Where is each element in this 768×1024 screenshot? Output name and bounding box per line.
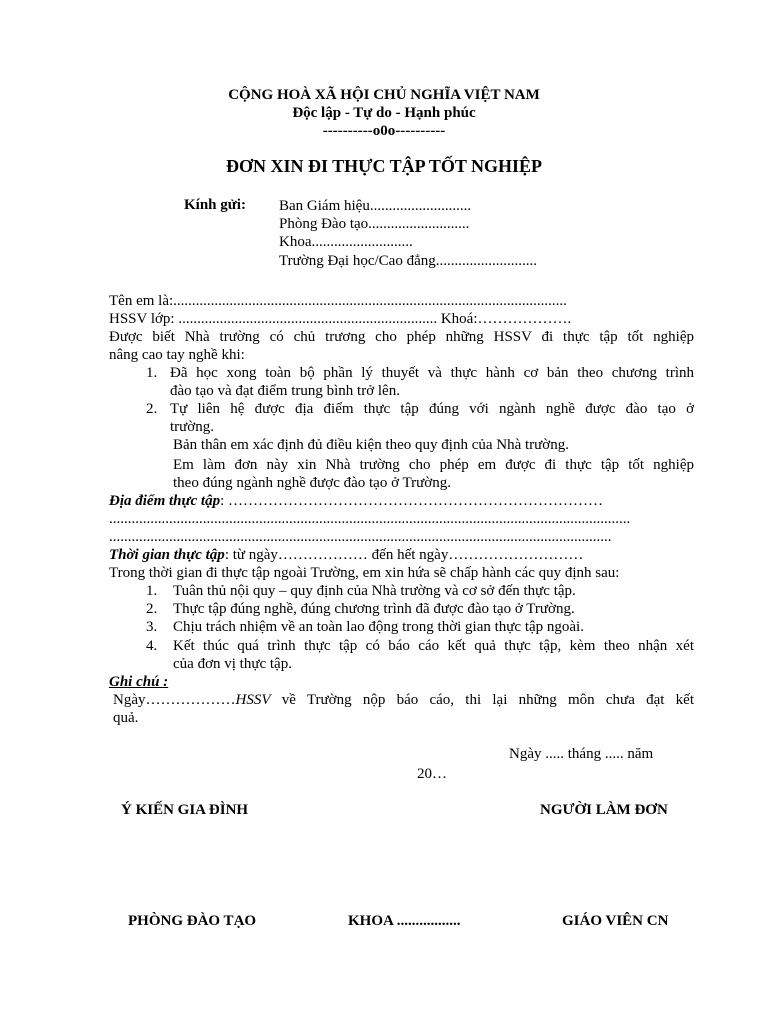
dotted-line: ...................................................................................................................................... [109,529,612,545]
date-year: 20… [417,766,447,782]
applicant-heading: NGƯỜI LÀM ĐƠN [540,802,668,818]
note-text: về Trường nộp báo cáo, thi lại những môn chưa đạt kết [270,692,694,708]
rule-item: Chịu trách nhiệm về an toàn lao động trong thời gian thực tập ngoài. [173,619,584,635]
place-label: Địa điểm thực tập [109,493,221,509]
intro-line: Được biết Nhà trường có chủ trương cho phép những HSSV đi thực tập tốt nghiệp [109,329,694,345]
request-line: theo đúng ngành nghề được đào tạo ở Trường. [173,475,451,491]
list-number: 2. [146,401,158,417]
condition-item: trường. [170,419,214,435]
list-number: 1. [146,583,158,599]
dotted-line: ........................................................................................................................................... [109,511,631,527]
list-number: 3. [146,619,158,635]
rule-item: Tuân thủ nội quy – quy định của Nhà trường và cơ sở đến thực tập. [173,583,576,599]
nation-heading: CỘNG HOÀ XÃ HỘI CHỦ NGHĨA VIỆT NAM [228,87,540,103]
recipient-item: Phòng Đào tạo........................... [279,216,470,232]
form-title: ĐƠN XIN ĐI THỰC TẬP TỐT NGHIỆP [225,156,543,176]
time-label: Thời gian thực tập [109,547,225,563]
intro-line: nâng cao tay nghề khi: [109,347,245,363]
note-line: quả. [113,710,139,726]
rule-item: của đơn vị thực tập. [173,656,292,672]
motto: Độc lập - Tự do - Hạnh phúc [292,105,476,121]
recipient-label: Kính gửi: [184,197,246,213]
note-line [113,692,694,709]
class-line: HSSV lớp: ..................................................................... Khoá:………………. [109,311,572,327]
list-number: 1. [146,365,158,381]
rule-item: Thực tập đúng nghề, đúng chương trình đã được đào tạo ở Trường. [173,601,575,617]
condition-item: Tự liên hệ được địa điểm thực tập đúng với ngành nghề được đào tạo ở [170,401,694,417]
recipient-item: Ban Giám hiệu........................... [279,198,472,214]
rule-item: Kết thúc quá trình thực tập có báo cáo kết quả thực tập, kèm theo nhận xét [173,638,694,654]
divider: ----------o0o---------- [322,123,446,139]
list-number: 4. [146,638,158,654]
time-line [109,547,583,564]
place-line [109,493,603,510]
note-date: Ngày……………… [113,692,236,708]
condition-item: đào tạo và đạt điểm trung bình trở lên. [170,383,400,399]
teacher-heading: GIÁO VIÊN CN [562,913,669,929]
promise-line: Trong thời gian đi thực tập ngoài Trường, em xin hứa sẽ chấp hành các quy định sau: [109,565,620,581]
name-line: Tên em là:......................................................................................................... [109,293,567,309]
self-assessment-line: Bản thân em xác định đủ điều kiện theo quy định của Nhà trường. [173,437,569,453]
note-label: Ghi chú : [109,674,169,690]
family-opinion-heading: Ý KIẾN GIA ĐÌNH [121,802,249,818]
faculty-heading: KHOA ................. [348,913,461,929]
recipient-item: Trường Đại học/Cao đẳng........................... [279,253,537,269]
place-dots: : ………………………………………………………………… [220,493,603,509]
recipient-item: Khoa........................... [279,234,413,250]
time-dots: : từ ngày……………… đến hết ngày……………………… [224,547,584,563]
request-line: Em làm đơn này xin Nhà trường cho phép em được đi thực tập tốt nghiệp [173,457,694,473]
list-number: 2. [146,601,158,617]
condition-item: Đã học xong toàn bộ phần lý thuyết và thực hành cơ bản theo chương trình [170,365,694,381]
training-office-heading: PHÒNG ĐÀO TẠO [128,913,257,929]
date-line: Ngày ..... tháng ..... năm [509,746,654,762]
note-hssv: HSSV [235,692,271,708]
